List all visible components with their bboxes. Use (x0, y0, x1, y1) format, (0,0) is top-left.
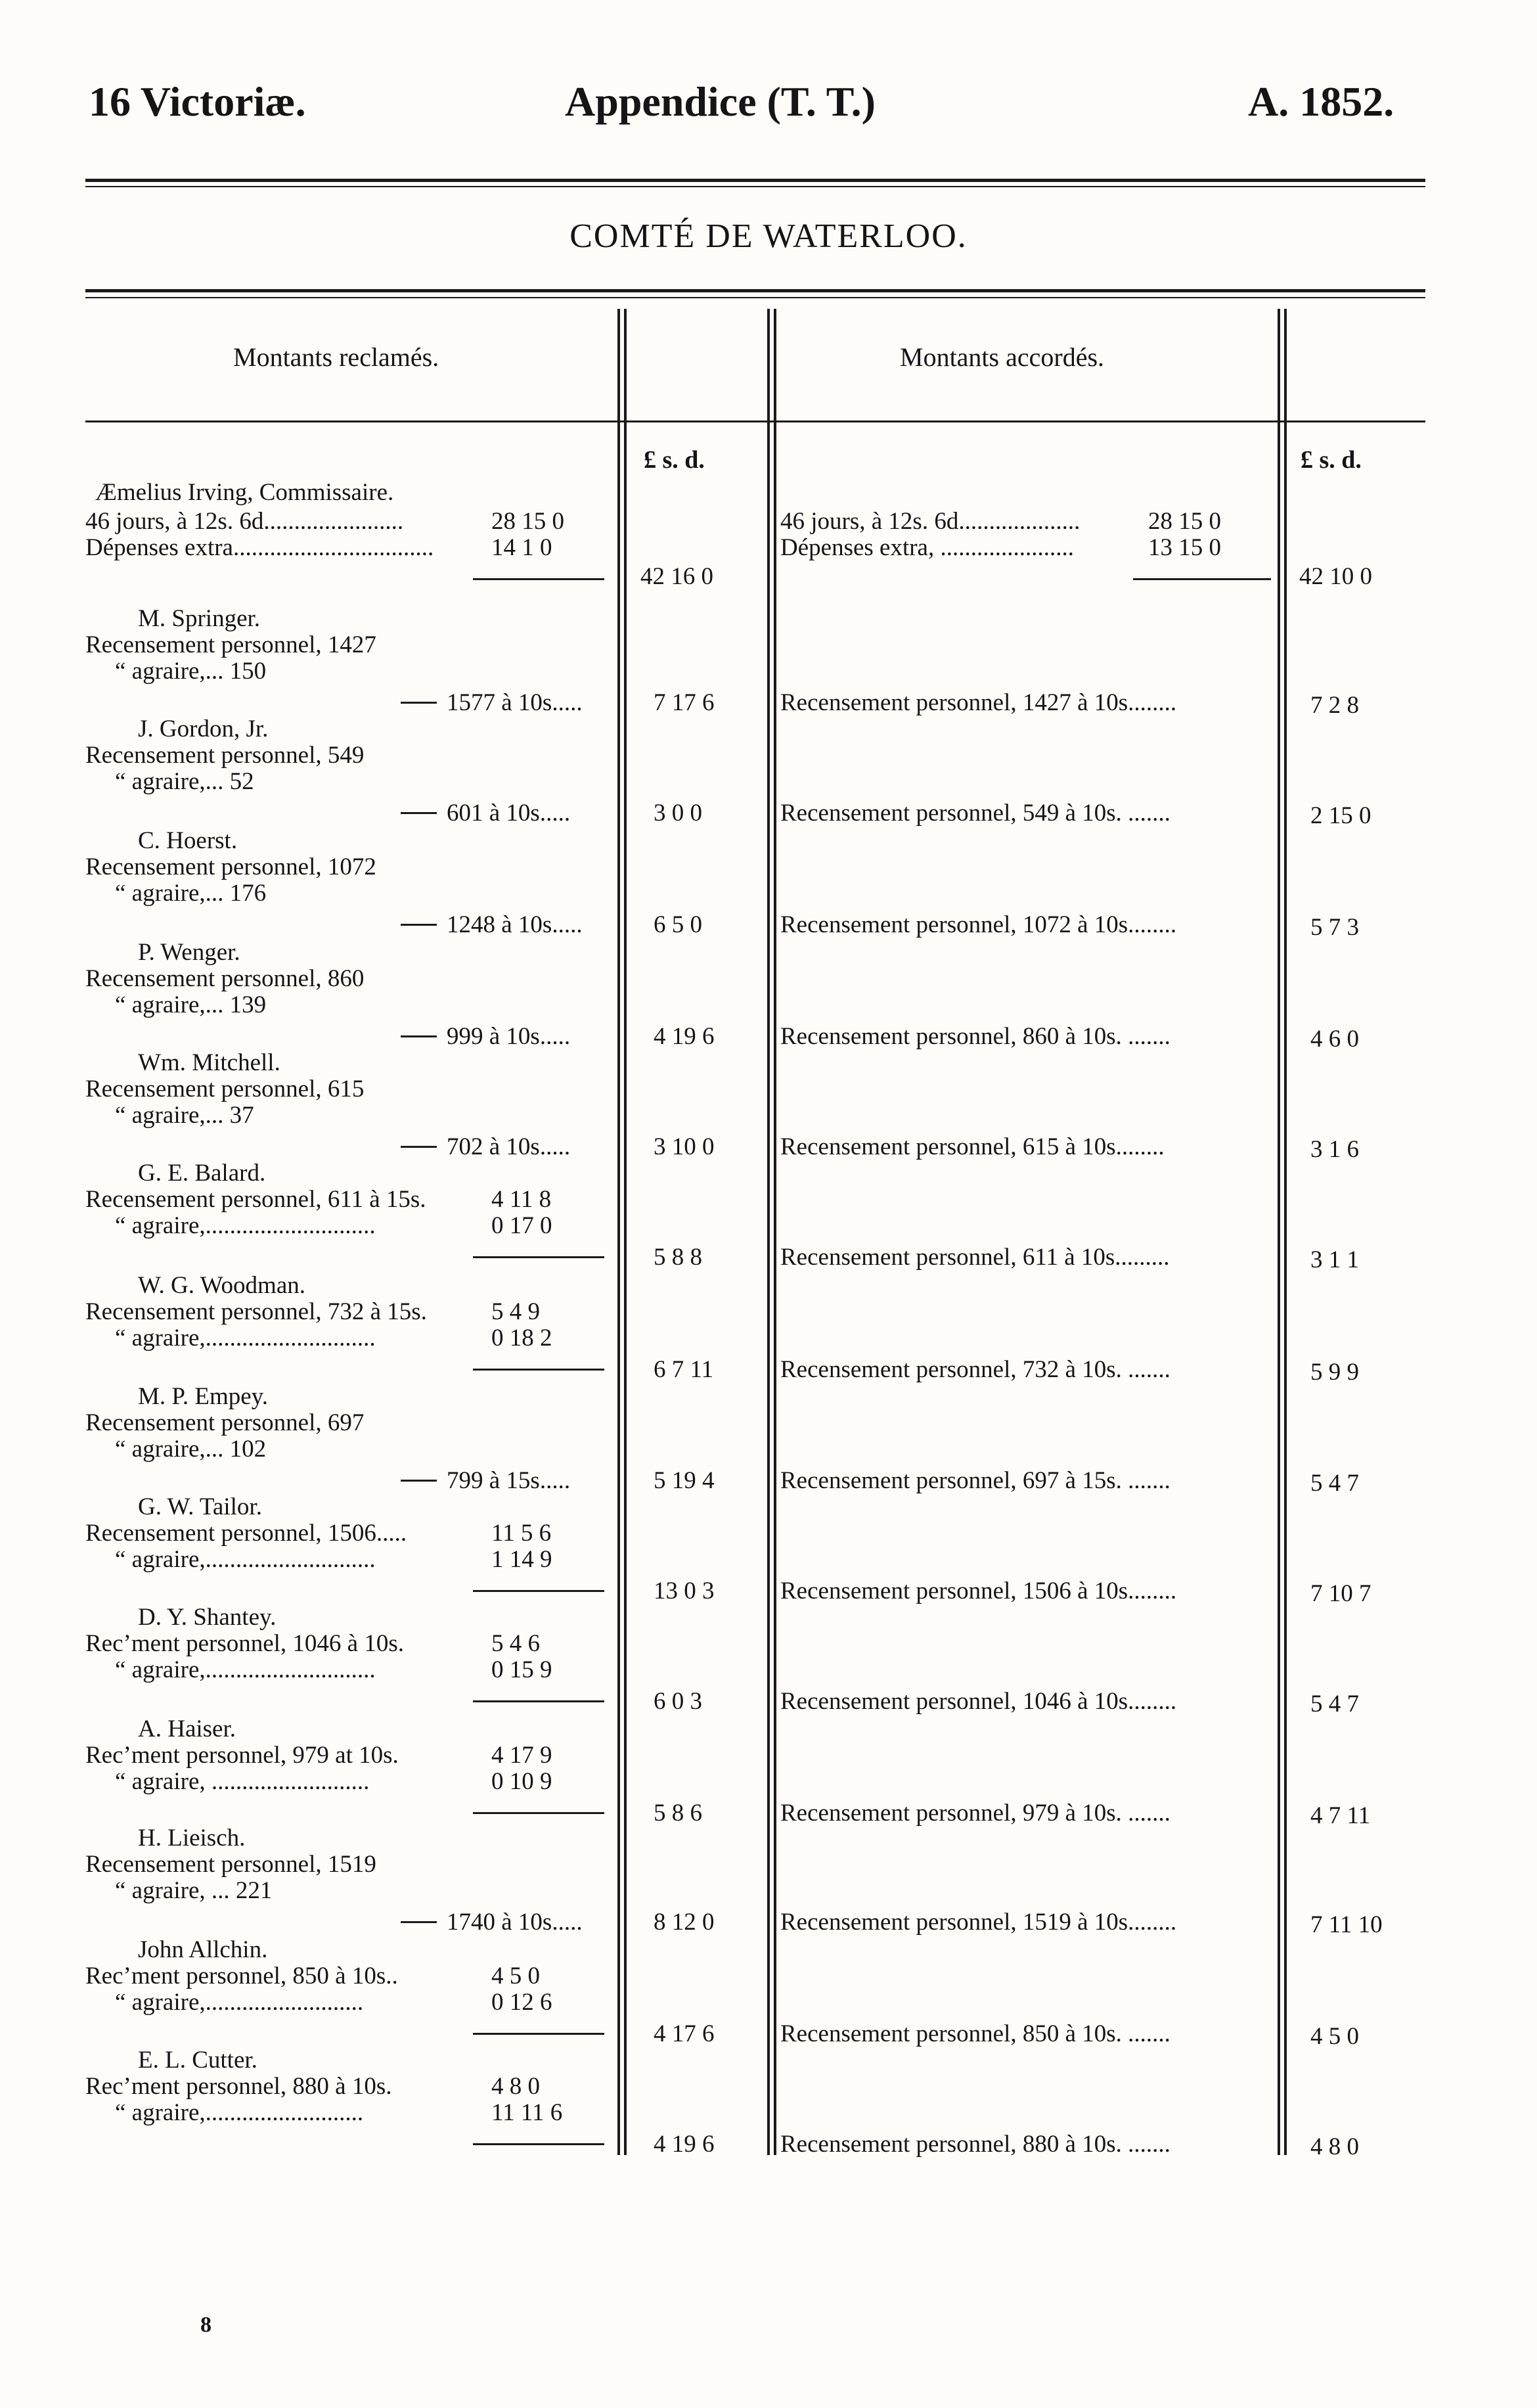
table-rule-top (85, 289, 1425, 292)
claimed-line-text: Recensement personnel, 1427 (85, 631, 376, 658)
claimed-sum-rate: 702 à 10s..... (447, 1133, 571, 1160)
sum-rule (473, 1700, 604, 1702)
claimed-line-text: Recensement personnel, 1506..... (85, 1520, 407, 1547)
sum-rule (401, 812, 437, 814)
granted-line-text: Recensement personnel, 697 à 15s. ....... (780, 1467, 1170, 1494)
claimed-line-text: “ agraire,.......................... (115, 1989, 364, 2016)
claimed-line-text: 46 jours, à 12s. 6d....................... (85, 508, 404, 535)
sum-rule (401, 1035, 437, 1037)
claimant-name: G. W. Tailor. (138, 1493, 262, 1520)
header-center: Appendice (T. T.) (565, 78, 876, 125)
claimed-line-text: Rec’ment personnel, 1046 à 10s. (85, 1630, 404, 1657)
claimed-sum-rate: 1740 à 10s..... (447, 1909, 583, 1936)
table-rule-thin (85, 297, 1425, 298)
claimant-name: D. Y. Shantey. (138, 1604, 277, 1631)
claimed-total: 8 12 0 (654, 1909, 715, 1936)
claimant-name: Wm. Mitchell. (138, 1049, 280, 1076)
claimed-line-text: Recensement personnel, 549 (85, 742, 365, 769)
units-right: £ s. d. (1301, 446, 1362, 474)
claimed-total: 13 0 3 (654, 1578, 715, 1604)
granted-total: 3 1 1 (1310, 1246, 1359, 1273)
granted-total: 4 6 0 (1310, 1026, 1359, 1053)
granted-total: 3 1 6 (1310, 1136, 1359, 1163)
claimant-name: E. L. Cutter. (138, 2047, 257, 2074)
granted-line-text: Recensement personnel, 979 à 10s. ....... (780, 1800, 1170, 1827)
claimed-line-amount: 4 17 9 (491, 1742, 552, 1769)
claimed-line-text: Recensement personnel, 615 (85, 1076, 365, 1102)
claimed-line-text: “ agraire,... 37 (115, 1102, 254, 1129)
claimant-name: A. Haiser. (138, 1715, 236, 1742)
claimed-line-amount: 4 5 0 (491, 1963, 540, 1989)
claimed-total: 5 8 6 (654, 1800, 702, 1827)
sum-rule (473, 1256, 604, 1258)
claimed-total: 3 10 0 (654, 1133, 715, 1160)
claimed-total: 6 0 3 (654, 1688, 702, 1715)
claimed-line-text: “ agraire, ... 221 (115, 1877, 273, 1904)
granted-line-amount: 13 15 0 (1148, 534, 1221, 561)
claimed-total: 5 19 4 (654, 1467, 715, 1494)
granted-total: 7 11 10 (1310, 1911, 1383, 1938)
sum-rule (401, 1921, 437, 1923)
sum-rule (473, 1590, 604, 1592)
claimed-line-amount: 0 15 9 (491, 1656, 552, 1683)
vrule-6 (1284, 309, 1287, 2155)
units-left: £ s. d. (644, 446, 705, 474)
claimed-line-amount: 5 4 9 (491, 1298, 540, 1325)
claimed-total: 4 19 6 (654, 2131, 715, 2158)
claimed-line-amount: 0 10 9 (491, 1768, 552, 1795)
sum-rule (401, 1146, 437, 1148)
granted-line-text: Recensement personnel, 615 à 10s........ (780, 1133, 1165, 1160)
claimed-total: 7 17 6 (654, 689, 715, 716)
claimed-line-text: Recensement personnel, 697 (85, 1409, 365, 1436)
sum-rule (401, 924, 437, 926)
county-title: COMTÉ DE WATERLOO. (569, 217, 968, 255)
claimant-name: H. Lieisch. (138, 1825, 246, 1851)
claimed-sum-rate: 999 à 10s..... (447, 1023, 571, 1050)
claimed-line-amount: 28 15 0 (491, 508, 564, 535)
claimed-line-text: Recensement personnel, 732 à 15s. (85, 1298, 427, 1325)
granted-total: 42 10 0 (1299, 563, 1372, 590)
granted-line-text: Recensement personnel, 1046 à 10s........ (780, 1688, 1177, 1715)
granted-line-text: Recensement personnel, 880 à 10s. ....... (780, 2131, 1170, 2158)
claimed-line-text: Rec’ment personnel, 979 at 10s. (85, 1742, 399, 1769)
granted-total: 5 7 3 (1310, 914, 1359, 941)
column-granted-header: Montants accordés. (900, 342, 1105, 372)
granted-line-text: Recensement personnel, 732 à 10s. ....... (780, 1356, 1170, 1383)
header-left: 16 Victoriæ. (89, 78, 306, 125)
claimed-total: 3 0 0 (654, 800, 702, 827)
vrule-4 (774, 309, 776, 2155)
granted-total: 2 15 0 (1310, 802, 1371, 829)
granted-total: 5 4 7 (1310, 1470, 1359, 1497)
granted-total: 4 7 11 (1310, 1802, 1371, 1829)
column-claimed-header: Montants reclamés. (233, 342, 439, 372)
claimed-line-amount: 11 5 6 (491, 1520, 552, 1547)
vrule-2 (624, 309, 627, 2155)
claimant-name: John Allchin. (138, 1936, 268, 1963)
claimed-line-text: “ agraire,... 102 (115, 1436, 267, 1463)
granted-line-text: Recensement personnel, 549 à 10s. ....... (780, 800, 1170, 827)
claimed-total: 6 5 0 (654, 911, 702, 938)
commissioner-name: Æmelius Irving, Commissaire. (95, 479, 394, 506)
sum-rule (1133, 578, 1271, 580)
claimed-line-text: Recensement personnel, 860 (85, 965, 365, 992)
header-right: A. 1852. (1248, 78, 1394, 125)
sum-rule (473, 1369, 604, 1371)
claimant-name: P. Wenger. (138, 939, 240, 966)
granted-line-text: Recensement personnel, 1506 à 10s........ (780, 1578, 1177, 1604)
claimed-line-amount: 0 12 6 (491, 1989, 552, 2016)
claimed-total: 42 16 0 (640, 563, 713, 590)
claimed-line-text: “ agraire,.......................... (115, 2099, 364, 2126)
sum-rule (473, 1812, 604, 1814)
claimed-total: 4 19 6 (654, 1023, 715, 1050)
claimed-line-amount: 1 14 9 (491, 1546, 552, 1573)
granted-total: 7 2 8 (1310, 692, 1359, 719)
claimed-line-text: “ agraire,............................ (115, 1212, 376, 1239)
granted-total: 5 9 9 (1310, 1359, 1359, 1386)
claimed-line-text: Recensement personnel, 1519 (85, 1851, 376, 1878)
granted-line-text: 46 jours, à 12s. 6d.................... (780, 508, 1080, 535)
claimed-line-amount: 4 8 0 (491, 2073, 540, 2100)
claimed-total: 6 7 11 (654, 1356, 714, 1383)
claimed-line-text: Recensement personnel, 1072 (85, 853, 376, 880)
claimed-sum-rate: 1248 à 10s..... (447, 911, 583, 938)
claimed-line-text: Rec’ment personnel, 850 à 10s.. (85, 1963, 398, 1989)
granted-line-text: Dépenses extra, ...................... (780, 534, 1074, 561)
footer-mark: 8 (200, 2313, 212, 2337)
claimant-name: J. Gordon, Jr. (138, 716, 269, 742)
claimed-line-text: “ agraire,... 139 (115, 991, 267, 1018)
claimant-name: C. Hoerst. (138, 827, 238, 854)
header-rule-top (85, 179, 1425, 182)
claimed-line-text: Recensement personnel, 611 à 15s. (85, 1186, 426, 1213)
claimed-line-amount: 14 1 0 (491, 534, 552, 561)
column-header-rule (85, 420, 1425, 422)
granted-total: 7 10 7 (1310, 1580, 1371, 1607)
claimed-line-text: “ agraire,... 176 (115, 880, 267, 907)
sum-rule (473, 578, 604, 580)
sum-rule (473, 2033, 604, 2035)
claimed-line-amount: 11 11 6 (491, 2099, 563, 2126)
claimed-line-text: “ agraire,............................ (115, 1546, 376, 1573)
claimant-name: M. Springer. (138, 605, 261, 632)
granted-total: 4 5 0 (1310, 2023, 1359, 2050)
vrule-1 (617, 309, 620, 2155)
claimant-name: W. G. Woodman. (138, 1272, 305, 1299)
claimed-sum-rate: 1577 à 10s..... (447, 689, 583, 716)
granted-line-amount: 28 15 0 (1148, 508, 1221, 535)
claimed-line-amount: 4 11 8 (491, 1186, 552, 1213)
granted-total: 5 4 7 (1310, 1691, 1359, 1717)
claimed-total: 5 8 8 (654, 1244, 702, 1271)
header-rule-thin (85, 186, 1425, 187)
claimed-line-text: “ agraire,............................ (115, 1325, 376, 1352)
granted-line-text: Recensement personnel, 1519 à 10s........ (780, 1909, 1177, 1936)
claimant-name: G. E. Balard. (138, 1160, 266, 1187)
sum-rule (401, 702, 437, 704)
claimed-line-amount: 5 4 6 (491, 1630, 540, 1657)
vrule-3 (767, 309, 770, 2155)
claimed-line-text: Rec’ment personnel, 880 à 10s. (85, 2073, 392, 2100)
claimed-line-text: “ agraire, .......................... (115, 1768, 370, 1795)
claimed-sum-rate: 799 à 15s..... (447, 1467, 571, 1494)
granted-line-text: Recensement personnel, 611 à 10s......... (780, 1244, 1170, 1271)
claimant-name: M. P. Empey. (138, 1383, 269, 1410)
granted-total: 4 8 0 (1310, 2133, 1359, 2160)
vrule-5 (1278, 309, 1280, 2155)
claimed-total: 4 17 6 (654, 2020, 715, 2047)
granted-line-text: Recensement personnel, 850 à 10s. ....... (780, 2020, 1170, 2047)
sum-rule (473, 2143, 604, 2145)
claimed-line-text: “ agraire,............................ (115, 1656, 376, 1683)
claimed-line-amount: 0 17 0 (491, 1212, 552, 1239)
granted-line-text: Recensement personnel, 1427 à 10s........ (780, 689, 1177, 716)
claimed-line-text: “ agraire,... 52 (115, 768, 254, 795)
claimed-line-text: “ agraire,... 150 (115, 658, 267, 685)
claimed-line-amount: 0 18 2 (491, 1325, 552, 1352)
sum-rule (401, 1480, 437, 1482)
granted-line-text: Recensement personnel, 1072 à 10s........ (780, 911, 1177, 938)
claimed-sum-rate: 601 à 10s..... (447, 800, 571, 827)
granted-line-text: Recensement personnel, 860 à 10s. ....... (780, 1023, 1170, 1050)
claimed-line-text: Dépenses extra................................. (85, 534, 434, 561)
